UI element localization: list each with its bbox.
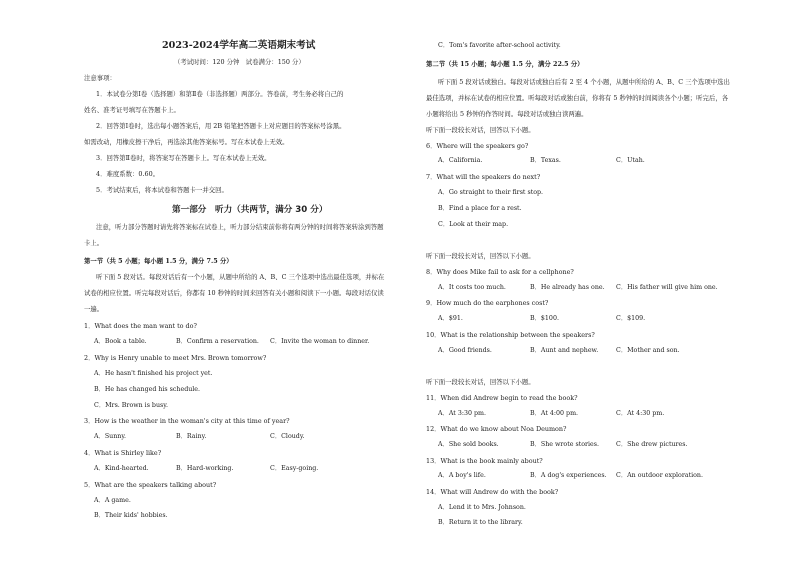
answer-option[interactable]: B．Find a place for a rest.	[438, 205, 522, 212]
note-line: 3．回答第Ⅱ卷时，将答案写在答题卡上。写在本试卷上无效。	[96, 154, 271, 162]
question: 2．Why is Henry unable to meet Mrs. Brown tomorrow?	[84, 354, 267, 362]
answer-option[interactable]: B．He already has one.	[530, 284, 605, 291]
answer-option[interactable]: B．Return it to the library.	[438, 519, 523, 526]
answer-option[interactable]: A．It costs too much.	[438, 284, 506, 291]
exam-info: （考试时间：120 分钟 试卷满分：150 分）	[174, 58, 305, 66]
answer-option[interactable]: A．Sunny.	[94, 433, 127, 440]
part1-intro-line: 注意，听力部分答题时请先将答案标在试卷上，听力部分结束前你将有两分钟的时间将答案转涂到答题	[96, 223, 384, 231]
answer-option[interactable]: B．A dog's experiences.	[530, 472, 607, 479]
question: 6．Where will the speakers go?	[426, 142, 529, 150]
answer-option[interactable]: A．He hasn't finished his project yet.	[94, 370, 213, 377]
answer-option[interactable]: B．Confirm a reservation.	[176, 338, 259, 345]
answer-option[interactable]: A．Good friends.	[438, 347, 492, 354]
answer-option[interactable]: B．Their kids' hobbies.	[94, 512, 168, 519]
answer-option[interactable]: B．At 4:00 pm.	[530, 410, 579, 417]
answer-option[interactable]: C．His father will give him one.	[616, 284, 718, 291]
answer-option[interactable]: A．$91.	[438, 315, 463, 322]
answer-option[interactable]: B．He has changed his schedule.	[94, 386, 201, 393]
question: 9．How much do the earphones cost?	[426, 299, 549, 307]
question: 4．What is Shirley like?	[84, 449, 162, 457]
answer-option[interactable]: A．A boy's life.	[438, 472, 486, 479]
note-line: 4．难度系数：0.60。	[96, 170, 160, 178]
answer-option[interactable]: A．Book a table.	[94, 338, 147, 345]
note-line: 1．本试卷分第Ⅰ卷（选择题）和第Ⅱ卷（非选择题）两部分。答卷前，考生务必将自己的	[96, 90, 344, 98]
question: 8．Why does Mike fail to ask for a cellphone?	[426, 268, 574, 276]
group-lead: 听下面一段较长对话，回答以下小题。	[426, 126, 535, 134]
question: 7．What will the speakers do next?	[426, 173, 541, 181]
question: 1．What does the man want to do?	[84, 322, 197, 330]
answer-option[interactable]: C．Easy-going.	[270, 465, 319, 472]
answer-option[interactable]: C．At 4:30 pm.	[616, 410, 665, 417]
answer-option[interactable]: B．Hard-working.	[176, 465, 234, 472]
question: 5．What are the speakers talking about?	[84, 481, 217, 489]
answer-option[interactable]: B．Rainy.	[176, 433, 207, 440]
notes-heading: 注意事项：	[84, 74, 116, 82]
part1-title: 第一部分 听力（共两节，满分 30 分）	[172, 205, 328, 215]
answer-option[interactable]: C．Look at their map.	[438, 221, 509, 228]
section2-heading: 第二节（共 15 小题；每小题 1.5 分，满分 22.5 分）	[426, 60, 584, 68]
note-line: 5．考试结束后，将本试卷和答题卡一并交回。	[96, 186, 228, 194]
question: 12．What do we know about Noa Deumon?	[426, 425, 567, 433]
answer-option[interactable]: C．Tom's favorite after-school activity.	[438, 42, 561, 49]
answer-option[interactable]: C．Cloudy.	[270, 433, 305, 440]
answer-option[interactable]: C．Mother and son.	[616, 347, 680, 354]
exam-title: 2023-2024学年高二英语期末考试	[162, 40, 316, 51]
question: 13．What is the book mainly about?	[426, 457, 543, 465]
note-line: 如需改动，用橡皮擦干净后，再选涂其他答案标号。写在本试卷上无效。	[84, 138, 289, 146]
section1-heading: 第一节（共 5 小题；每小题 1.5 分，满分 7.5 分）	[84, 257, 233, 265]
answer-option[interactable]: A．Kind-hearted.	[94, 465, 149, 472]
question: 10．What is the relationship between the speakers?	[426, 331, 595, 339]
answer-option[interactable]: A．Lend it to Mrs. Johnson.	[438, 504, 526, 511]
answer-option[interactable]: C．Mrs. Brown is busy.	[94, 402, 168, 409]
note-line: 2．回答第Ⅰ卷时，选出每小题答案后，用 2B 铅笔把答题卡上对应题目的答案标号涂黑。	[96, 122, 346, 130]
answer-option[interactable]: A．At 3:30 pm.	[438, 410, 486, 417]
part1-intro-line: 卡上。	[84, 239, 104, 247]
answer-option[interactable]: A．California.	[438, 157, 483, 164]
group-lead: 听下面一段较长对话，回答以下小题。	[426, 252, 535, 260]
answer-option[interactable]: C．$109.	[616, 315, 646, 322]
answer-option[interactable]: B．Aunt and nephew.	[530, 347, 599, 354]
answer-option[interactable]: C．Utah.	[616, 157, 645, 164]
answer-option[interactable]: C．Invite the woman to dinner.	[270, 338, 370, 345]
question: 14．What will Andrew do with the book?	[426, 488, 559, 496]
answer-option[interactable]: C．She drew pictures.	[616, 441, 688, 448]
answer-option[interactable]: B．$100.	[530, 315, 559, 322]
section2-intro-line: 最佳选项，并标在试卷的相应位置。听每段对话或独白前，你将有 5 秒钟的时间阅读各个小题；听完后，各	[426, 94, 729, 102]
section1-intro-line: 试卷的相应位置。听完每段对话后，你都有 10 秒钟的时间来回答有关小题和阅读下一小题。每段对话仅读	[84, 289, 384, 297]
question: 3．How is the weather in the woman's city at this time of year?	[84, 417, 290, 425]
section2-intro-line: 小题将给出 5 秒钟的作答时间。每段对话或独白读两遍。	[426, 110, 588, 118]
question: 11．When did Andrew begin to read the book?	[426, 394, 578, 402]
answer-option[interactable]: A．Go straight to their first stop.	[438, 189, 544, 196]
section1-intro-line: 听下面 5 段对话。每段对话后有一个小题，从题中所给的 A、B、C 三个选项中选出最佳选项，并标在	[96, 273, 385, 281]
answer-option[interactable]: A．She sold books.	[438, 441, 499, 448]
group-lead: 听下面一段较长对话，回答以下小题。	[426, 378, 535, 386]
section1-intro-line: 一遍。	[84, 305, 104, 313]
note-line: 姓名、准考证号填写在答题卡上。	[84, 106, 180, 114]
answer-option[interactable]: B．Texas.	[530, 157, 561, 164]
answer-option[interactable]: A．A game.	[94, 497, 131, 504]
answer-option[interactable]: B．She wrote stories.	[530, 441, 600, 448]
answer-option[interactable]: C．An outdoor exploration.	[616, 472, 703, 479]
section2-intro-line: 听下面 5 段对话或独白。每段对话或独白后有 2 至 4 个小题，从题中所给的 A、B、C 三个选项中选出	[438, 78, 730, 86]
